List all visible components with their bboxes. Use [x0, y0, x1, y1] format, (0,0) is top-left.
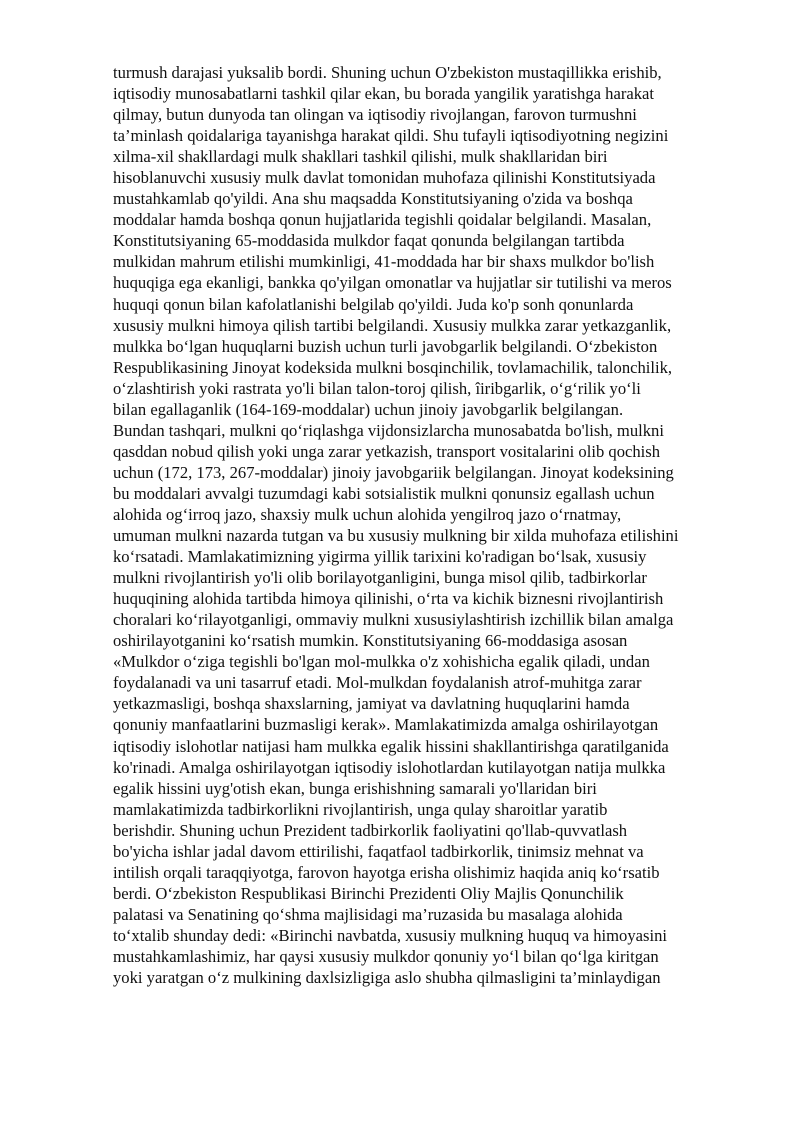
text-line: ta’minlash qoidalariga tayanishga harakat qildi. Shu tufayli iqtisodiyotning negizini — [113, 126, 669, 146]
document-page — [113, 62, 742, 988]
text-line: qonuniy manfaatlarini buzmasligi kerak». Mamlakatimizda amalga oshirilayotgan — [113, 715, 659, 735]
text-line: uchun (172, 173, 267-moddalar) jinoiy javobgariik belgilangan. Jinoyat kodeksining — [113, 462, 674, 482]
text-line: turmush darajasi yuksalib bordi. Shuning uchun O'zbekiston mustaqillikka erishib, — [113, 63, 662, 82]
text-line: berishdir. Shuning uchun Prezident tadbirkorlik faoliyatini qo'llab-quvvatlash — [113, 820, 628, 840]
text-line: mulkni rivojlantirish yo'li olib borilayotganligini, bunga misol qilib, tadbirkorlar — [113, 568, 647, 588]
text-line: alohida og‘irroq jazo, shaxsiy mulk uchun alohida yengilroq jazo o‘rnatmay, — [113, 504, 622, 524]
text-line: yoki yaratgan o‘z mulkining daxlsizligiga aslo shubha qilmasligini ta’minlaydigan — [113, 968, 661, 988]
text-line: xilma-xil shakllardagi mulk shakllari tashkil qilishi, mulk shakllaridan biri — [113, 147, 608, 167]
text-line: bu moddalari avvalgi tuzumdagi kabi sotsialistik mulkni qonunsiz egallash uchun — [113, 483, 655, 503]
text-line: o‘zlashtirish yoki rastrata yo'li bilan talon-toroj qilish, îiribgarlik, o‘g‘rilik yo‘li — [113, 378, 641, 398]
text-line: Bundan tashqari, mulkni qo‘riqlashga vijdonsizlarcha munosabatda bo'lish, mulkni — [113, 420, 664, 440]
text-line: bo'yicha ishlar jadal davom ettirilishi, faqatfaol tadbirkorlik, tinimsiz mehnat va — [113, 841, 644, 861]
text-line: «Mulkdor o‘ziga tegishli bo'lgan mol-mulkka o'z xohishicha egalik qiladi, undan — [113, 652, 650, 672]
text-line: iqtisodiy munosabatlarni tashkil qilar ekan, bu borada yangilik yaratishga harakat — [113, 84, 654, 104]
text-line: bilan egallaganlik (164-169-moddalar) uchun jinoiy javobgarlik belgilangan. — [113, 399, 624, 419]
text-line: foydalanadi va uni tasarruf etadi. Mol-mulkdan foydalanish atrof-muhitga zarar — [113, 673, 642, 693]
text-line: mulkka bo‘lgan huquqlarni buzish uchun turli javobgarlik belgilandi. O‘zbekiston — [113, 336, 658, 356]
text-line: umuman mulkni nazarda tutgan va bu xususiy mulkning bir xilda muhofaza etilishini — [113, 526, 679, 546]
text-line: palatasi va Senatining qo‘shma majlisidagi ma’ruzasida bu masalaga alohida — [113, 904, 623, 924]
text-line: ko‘rsatadi. Mamlakatimizning yigirma yillik tarixini ko'radigan bo‘lsak, xususiy — [113, 547, 647, 567]
text-line: to‘xtalib shunday dedi: «Birinchi navbatda, xususiy mulkning huquq va himoyasini — [113, 925, 667, 945]
text-line: mustahkamlab qo'yildi. Ana shu maqsadda Konstitutsiyaning o'zida va boshqa — [113, 189, 633, 209]
text-line: Konstitutsiyaning 65-moddasida mulkdor faqat qonunda belgilangan tartibda — [113, 231, 625, 251]
text-line: mamlakatimizda tadbirkorlikni rivojlantirish, unga qulay sharoitlar yaratib — [113, 799, 608, 819]
text-line: huquqi qonun bilan kafolatlanishi belgilab qo'yildi. Juda ko'p sonh qonunlarda — [113, 294, 634, 314]
text-line: egalik hissini uyg'otish ekan, bunga erishishning samarali yo'llaridan biri — [113, 778, 597, 798]
text-line: oshirilayotganini ko‘rsatish mumkin. Konstitutsiyaning 66-moddasiga asosan — [113, 631, 628, 651]
text-line: qilmay, butun dunyoda tan olingan va iqtisodiy rivojlangan, farovon turmushni — [113, 105, 637, 125]
text-line: huquqiga ega ekanligi, bankka qo'yilgan omonatlar va hujjatlar sir tutilishi va meros — [113, 273, 672, 293]
text-line: yetkazmasligi, boshqa shaxslarning, jamiyat va davlatning huquqlarini hamda — [113, 694, 630, 714]
text-line: mustahkamlashimiz, har qaysi xususiy mulkdor qonuniy yo‘l bilan qo‘lga kiritgan — [113, 946, 659, 966]
text-line: intilish orqali taraqqiyotga, farovon hayotga erisha olishimiz haqida aniq ko‘rsatib — [113, 862, 660, 882]
text-line: mulkidan mahrum etilishi mumkinligi, 41-moddada har bir shaxs mulkdor bo'lish — [113, 252, 655, 272]
text-line: xususiy mulkni himoya qilish tartibi belgilandi. Xususiy mulkka zarar yetkazganlik, — [113, 315, 672, 335]
text-line: berdi. O‘zbekiston Respublikasi Birinchi Prezidenti Oliy Majlis Qonunchilik — [113, 883, 624, 903]
text-line: moddalar hamda boshqa qonun hujjatlarida tegishli qoidalar belgilandi. Masalan, — [113, 210, 652, 230]
text-line: huquqining alohida tartibda himoya qilinishi, o‘rta va kichik biznesni rivojlantirish — [113, 589, 664, 609]
text-line: choralari ko‘rilayotganligi, ommaviy mulkni xususiylashtirish izchillik bilan amalga — [113, 610, 674, 630]
text-line: hisoblanuvchi xususiy mulk davlat tomonidan muhofaza qilinishi Konstitutsiyada — [113, 168, 656, 188]
text-line: iqtisodiy islohotlar natijasi ham mulkka egalik hissini shakllantirishga qaratilganida — [113, 736, 669, 756]
text-line: qasddan nobud qilish yoki unga zarar yetkazish, transport vositalarini olib qochish — [113, 441, 661, 461]
text-line: ko'rinadi. Amalga oshirilayotgan iqtisodiy islohotlardan kutilayotgan natija mulkka — [113, 757, 666, 777]
text-line: Respublikasining Jinoyat kodeksida mulkni bosqinchilik, tovlamachilik, talonchilik, — [113, 357, 673, 377]
